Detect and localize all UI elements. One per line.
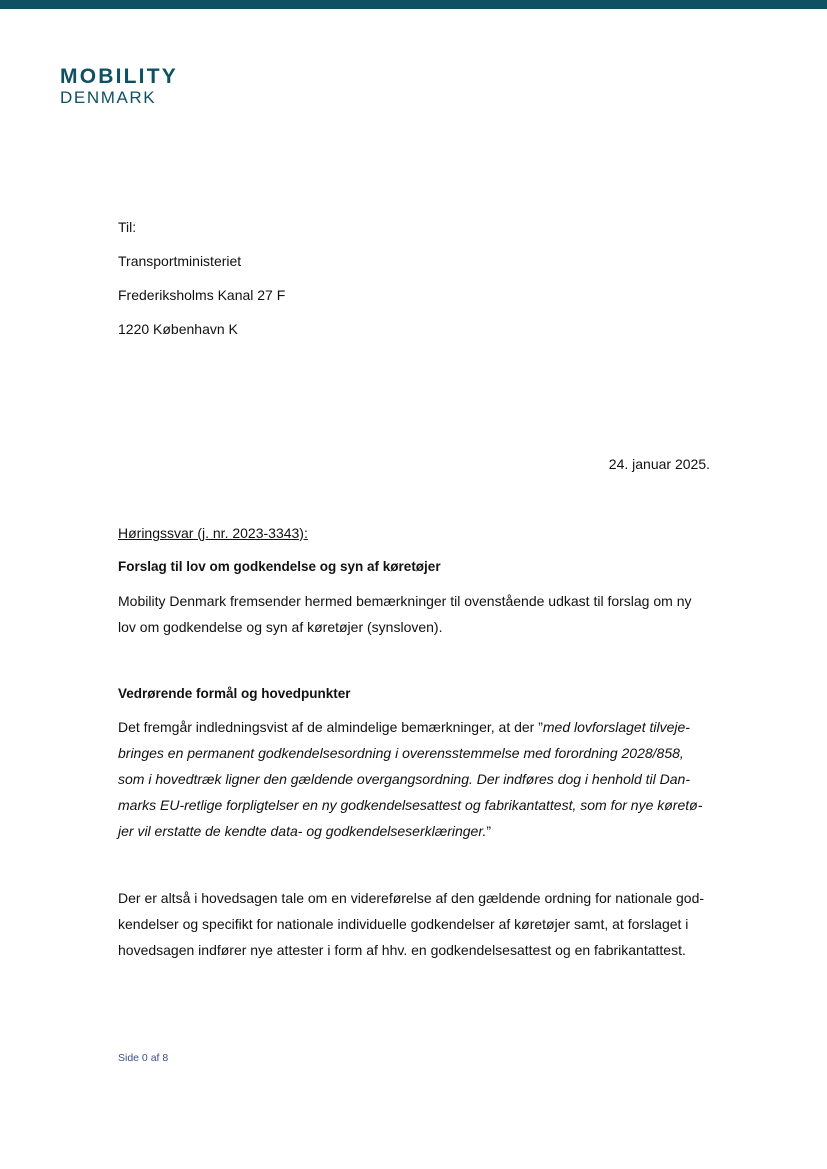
text-line — [118, 792, 714, 818]
recipient-line: 1220 København K — [118, 321, 238, 337]
text-line — [118, 740, 714, 766]
text-line: Mobility Denmark fremsender hermed bemærkninger til ovenstående udkast til forslag om ny — [118, 593, 692, 609]
intro-paragraph — [118, 588, 714, 640]
quote-text: bringes en permanent godkendelsesordning i overensstemmelse med forordning 2028/858, — [118, 745, 684, 761]
quote-text: jer vil erstatte de kendte data- og godkendelseserklæringer. — [118, 823, 487, 839]
reference-number: Høringssvar (j. nr. 2023-3343): — [118, 525, 308, 541]
text-line — [118, 766, 714, 792]
quote-paragraph — [118, 714, 714, 844]
page-number: Side 0 af 8 — [118, 1052, 169, 1064]
text-line — [118, 714, 714, 740]
quote-end: ” — [486, 823, 492, 839]
logo-line-2: DENMARK — [60, 88, 157, 107]
text-line: lov om godkendelse og syn af køretøjer (synsloven). — [118, 619, 443, 635]
text-line — [118, 818, 714, 844]
letter-date: 24. januar 2025. — [608, 456, 710, 472]
quote-text: marks EU-retlige forpligtelser en ny godkendelsesattest og fabrikantattest, som for nye køretø- — [118, 797, 703, 813]
quote-text: som i hovedtræk ligner den gældende overgangsordning. Der indføres dog i henhold til Dan- — [118, 771, 690, 787]
body-paragraph — [118, 885, 714, 963]
section-heading: Vedrørende formål og hovedpunkter — [118, 686, 351, 701]
document-title: Forslag til lov om godkendelse og syn af køretøjer — [118, 559, 441, 574]
text-line: Der er altså i hovedsagen tale om en videreførelse af den gældende ordning for nationale god- — [118, 890, 705, 906]
text-line: hovedsagen indfører nye attester i form af hhv. en godkendelsesattest og en fabrikantattest. — [118, 942, 686, 958]
recipient-line: Transportministeriet — [118, 253, 242, 269]
logo-line-1: MOBILITY — [60, 65, 178, 88]
text-line: kendelser og specifikt for nationale individuelle godkendelser af køretøjer samt, at forslaget i — [118, 916, 689, 932]
top-brand-bar — [0, 0, 827, 9]
recipient-line: Frederiksholms Kanal 27 F — [118, 287, 286, 303]
company-logo — [60, 66, 178, 106]
recipient-label: Til: — [118, 219, 137, 235]
quote-text: med lovforslaget tilveje- — [542, 719, 690, 735]
quote-lead: Det fremgår indledningsvist af de almindelige bemærkninger, at der ” — [118, 719, 543, 735]
